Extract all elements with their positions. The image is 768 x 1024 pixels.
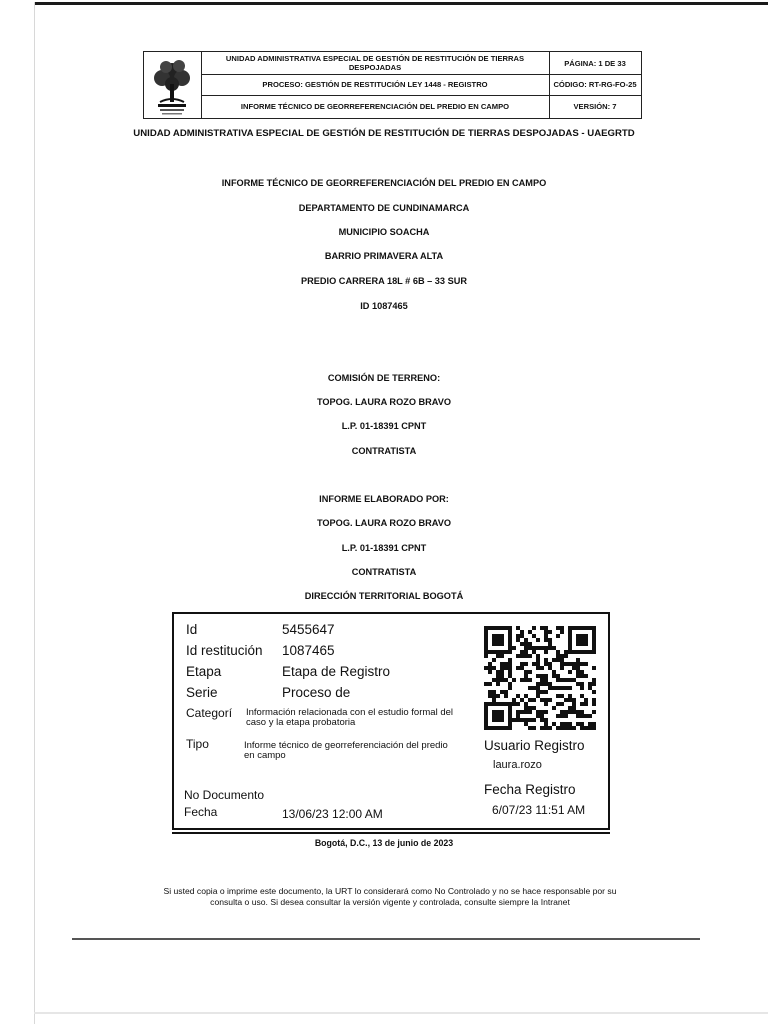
- prepared-label: INFORME ELABORADO POR:: [319, 494, 449, 504]
- prepared-license: L.P. 01-18391 CPNT: [341, 543, 427, 553]
- header-right-column: [549, 52, 641, 118]
- property-id: ID 1087465: [360, 301, 408, 311]
- logo-cell: [144, 52, 202, 118]
- prepared-name: TOPOG. LAURA ROZO BRAVO: [316, 518, 452, 528]
- department: DEPARTAMENTO DE CUNDINAMARCA: [298, 203, 470, 213]
- report-title: INFORME TÉCNICO DE GEORREFERENCIACIÓN DEL PREDIO EN CAMPO: [221, 178, 547, 188]
- stamp-type-value-2: en campo: [244, 750, 286, 761]
- place-date: Bogotá, D.C., 13 de junio de 2023: [314, 838, 454, 848]
- stamp-doc-number-label: No Documento: [184, 788, 265, 802]
- stamp-date-value: 13/06/23 12:00 AM: [282, 807, 383, 821]
- stamp-restitution-value: 1087465: [282, 643, 335, 658]
- qr-code-icon: [484, 626, 596, 730]
- stamp-category-value-1: Información relacionada con el estudio formal del: [246, 707, 454, 718]
- stamp-id-value: 5455647: [282, 622, 335, 637]
- stamp-date-label: Fecha: [184, 805, 218, 819]
- commission-name: TOPOG. LAURA ROZO BRAVO: [316, 397, 452, 407]
- stamp-registration-date-label: Fecha Registro: [484, 782, 576, 797]
- commission-license: L.P. 01-18391 CPNT: [341, 421, 427, 431]
- page-bottom-edge: [34, 1012, 768, 1014]
- neighborhood: BARRIO PRIMAVERA ALTA: [324, 251, 444, 261]
- uncontrolled-copy-notice: [140, 886, 640, 908]
- tree-logo-icon: [144, 52, 201, 118]
- stamp-stage-label: Etapa: [186, 664, 222, 679]
- notice-line-1: Si usted copia o imprime este documento, la URT lo considerará como No Controlado y no se hace responsable por su: [163, 886, 617, 896]
- stamp-category-label: Categorí: [186, 706, 233, 720]
- header-middle-column: [201, 52, 550, 118]
- footer-divider: [72, 938, 700, 940]
- stamp-user-value: laura.rozo: [493, 759, 542, 771]
- stamp-restitution-label: Id restitución: [186, 643, 263, 658]
- stamp-user-label: Usuario Registro: [484, 738, 585, 753]
- stamp-series-value: Proceso de: [282, 685, 351, 700]
- header-report-title: INFORME TÉCNICO DE GEORREFERENCIACIÓN DEL PREDIO EN CAMPO: [240, 102, 510, 111]
- stamp-type-label: Tipo: [186, 737, 209, 751]
- stamp-series-label: Serie: [186, 685, 218, 700]
- header-page-number: PÁGINA: 1 DE 33: [549, 52, 641, 75]
- stamp-stage-value: Etapa de Registro: [282, 664, 391, 679]
- property-address: PREDIO CARRERA 18L # 6B – 33 SUR: [301, 276, 467, 286]
- territorial-direction: DIRECCIÓN TERRITORIAL BOGOTÁ: [304, 591, 464, 601]
- commission-role: CONTRATISTA: [351, 446, 417, 456]
- page-top-edge: [34, 2, 768, 5]
- document-header-table: [143, 51, 642, 119]
- header-process: PROCESO: GESTIÓN DE RESTITUCIÓN LEY 1448 - REGISTRO: [201, 74, 549, 96]
- notice-line-2: consulta o uso. Si desea consultar la versión vigente y controlada, consulte siempre la Intranet: [210, 897, 570, 907]
- municipality: MUNICIPIO SOACHA: [338, 227, 430, 237]
- prepared-role: CONTRATISTA: [351, 567, 417, 577]
- stamp-type-value-1: Informe técnico de georreferenciación del predio: [244, 740, 448, 751]
- header-version: VERSIÓN: 7: [573, 102, 617, 111]
- organization-title: UNIDAD ADMINISTRATIVA ESPECIAL DE GESTIÓN DE RESTITUCIÓN DE TIERRAS DESPOJADAS - UAEGRTD: [133, 128, 635, 139]
- stamp-category-value-2: caso y la etapa probatoria: [246, 717, 356, 728]
- header-org-name: UNIDAD ADMINISTRATIVA ESPECIAL DE GESTIÓN DE RESTITUCIÓN DE TIERRAS DESPOJADAS: [201, 52, 549, 75]
- stamp-registration-date-value: 6/07/23 11:51 AM: [492, 803, 586, 817]
- stamp-underline: [172, 832, 610, 834]
- commission-label: COMISIÓN DE TERRENO:: [327, 373, 441, 383]
- stamp-id-label: Id: [186, 622, 198, 637]
- header-code: CÓDIGO: RT-RG-FO-25: [549, 74, 641, 96]
- page-left-edge: [34, 2, 35, 1024]
